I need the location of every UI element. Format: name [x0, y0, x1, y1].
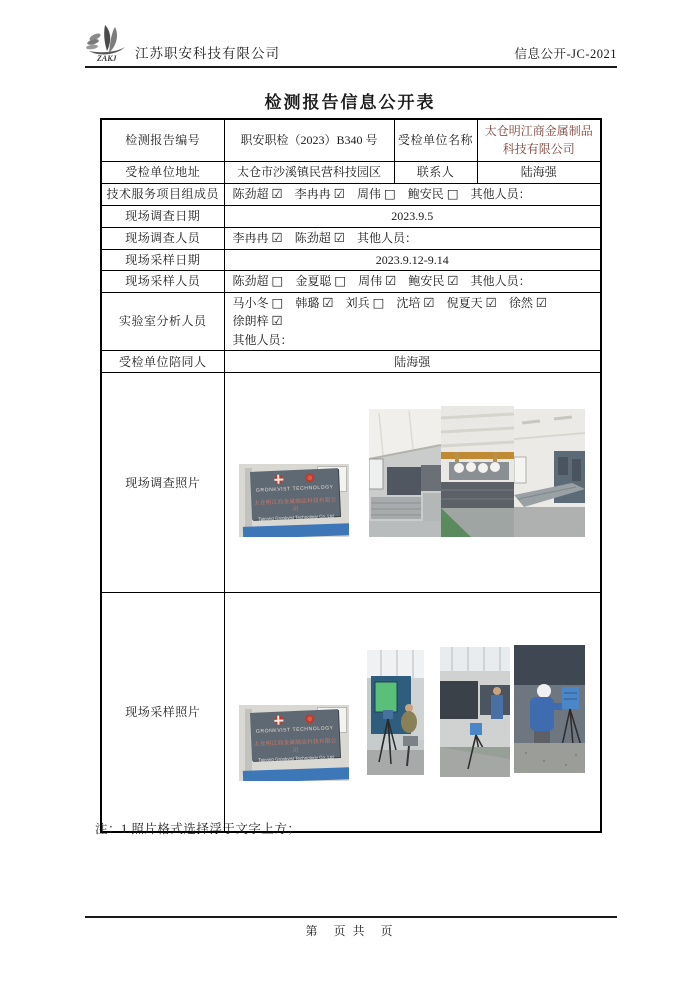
sign-line2: 太仓明江商金属制品科技有限公司 [253, 496, 337, 513]
staff-member [233, 314, 283, 328]
staff-member [396, 296, 434, 310]
address-value: 太仓市沙溪镇民营科技园区 [224, 161, 394, 183]
info-table [100, 118, 602, 833]
report-no-label: 检测报告编号 [101, 119, 224, 161]
member-name: 徐然 [508, 295, 533, 310]
checkbox-checked: ☑ [423, 294, 435, 310]
sign-line3: Taicang Gronkvist Technology Co.,Ltd [257, 754, 334, 763]
checkbox-unchecked: □ [446, 185, 459, 201]
checkbox-unchecked: □ [383, 185, 396, 201]
danish-flag-icon [274, 474, 283, 483]
team-member [408, 187, 459, 201]
sign-line1: GRONKVIST TECHNOLOGY [255, 725, 334, 735]
sign-line3: Taicang Gronkvist Technology Co.,Ltd [257, 513, 334, 522]
sampling-staff-members [224, 270, 601, 292]
row-survey-date [101, 205, 601, 227]
checkbox-checked: ☑ [385, 272, 397, 288]
survey-photo-workshop-2 [441, 406, 514, 537]
member-name: 李冉冉 [294, 186, 331, 201]
checkbox-checked: ☑ [485, 294, 497, 310]
sampling-photo-signboard [239, 705, 349, 781]
lab-staff-members [224, 292, 601, 351]
checkbox-checked: ☑ [271, 313, 283, 329]
other-personnel-label: 其他人员： [232, 333, 293, 347]
team-members [224, 183, 601, 205]
survey-staff-label: 现场调查人员 [101, 227, 224, 249]
row-escort [101, 351, 601, 373]
footer-rule [85, 916, 617, 918]
checkbox-checked: ☑ [535, 294, 548, 310]
staff-member [295, 231, 345, 245]
contact-value: 陆海强 [477, 161, 601, 183]
member-name: 韩璐 [295, 295, 320, 310]
row-survey-photos [101, 373, 601, 593]
member-name: 金夏聪 [295, 273, 332, 288]
sampling-photo-2 [440, 647, 510, 777]
row-sampling-staff [101, 270, 601, 292]
row-sampling-photos [101, 593, 601, 832]
row-address [101, 161, 601, 183]
sampling-photo-1 [367, 650, 424, 775]
survey-photo-workshop-1 [369, 409, 441, 537]
checkbox-checked: ☑ [322, 294, 334, 310]
staff-member [295, 296, 333, 310]
checkbox-unchecked: □ [271, 294, 284, 310]
member-name: 徐朗梓 [232, 314, 269, 329]
wheat-logo-graphic [85, 23, 131, 63]
sampling-date-label: 现场采样日期 [101, 249, 224, 270]
row-lab-staff [101, 292, 601, 351]
checkbox-checked: ☑ [271, 229, 283, 245]
other-personnel-label: 其他人员： [470, 186, 531, 201]
member-name: 刘兵 [345, 295, 370, 310]
team-member [295, 187, 345, 201]
sampling-date-value: 2023.9.12-9.14 [224, 249, 601, 270]
red-circle-icon [305, 714, 314, 723]
unit-name-value: 太仓明江商金属制品科技有限公司 [477, 119, 601, 161]
team-member [357, 187, 396, 201]
doc-number: 信息公开-JC-2021 [514, 47, 617, 61]
staff-member [447, 296, 497, 310]
row-survey-staff [101, 227, 601, 249]
sign-base [242, 767, 348, 781]
member-name: 倪夏天 [446, 295, 483, 310]
survey-photos-label: 现场调查照片 [101, 373, 224, 593]
member-name: 陈劲超 [294, 230, 331, 245]
staff-member [233, 296, 284, 310]
member-name: 鲍安民 [408, 273, 445, 288]
footnote: 注：1.照片格式选择浮于文字上方； [95, 822, 301, 836]
sampling-photos-label: 现场采样照片 [101, 593, 224, 832]
sign-line1: GRONKVIST TECHNOLOGY [255, 484, 334, 494]
member-name: 李冉冉 [232, 230, 269, 245]
team-label: 技术服务项目组成员 [101, 183, 224, 205]
survey-photo-signboard [239, 464, 349, 537]
sign-base [242, 523, 348, 537]
member-name: 陈劲超 [232, 273, 269, 288]
checkbox-checked: ☑ [333, 229, 345, 245]
survey-date-label: 现场调查日期 [101, 205, 224, 227]
sign-plate [249, 468, 339, 520]
member-name: 周伟 [358, 273, 383, 288]
staff-member [509, 296, 547, 310]
survey-staff-members [224, 227, 601, 249]
staff-member [233, 274, 284, 288]
logo-zakj-text: ZAKJ [97, 54, 117, 63]
member-name: 周伟 [356, 186, 381, 201]
danish-flag-icon [274, 715, 283, 724]
sampling-staff-label: 现场采样人员 [101, 270, 224, 292]
sign-logos [250, 713, 338, 726]
member-name: 鲍安民 [407, 186, 444, 201]
staff-member [233, 231, 283, 245]
checkbox-checked: ☑ [447, 272, 459, 288]
sampling-photo-3 [514, 645, 585, 773]
brand [85, 23, 280, 63]
checkbox-unchecked: □ [271, 272, 284, 288]
staff-member [358, 274, 396, 288]
staff-member [346, 296, 385, 310]
lab-staff-label: 实验室分析人员 [101, 292, 224, 351]
row-report-no [101, 119, 601, 161]
page-title: 检测报告信息公开表 [264, 93, 436, 112]
contact-label: 联系人 [394, 161, 477, 183]
sign-plate [249, 709, 339, 761]
member-name: 陈劲超 [232, 186, 269, 201]
survey-photos-cell [224, 373, 601, 593]
escort-value: 陆海强 [224, 351, 601, 373]
page-number-text: 第 页 共 页 [305, 924, 395, 938]
member-name: 马小冬 [232, 295, 269, 310]
checkbox-unchecked: □ [372, 294, 385, 310]
other-personnel-label: 其他人员： [356, 230, 417, 245]
checkbox-checked: ☑ [333, 185, 345, 201]
member-name: 沈培 [396, 295, 421, 310]
red-circle-icon [305, 473, 314, 482]
report-no-value: 职安职检（2023）B340 号 [224, 119, 394, 161]
sampling-photos-cell [224, 593, 601, 832]
row-team [101, 183, 601, 205]
survey-photo-workshop-3 [514, 409, 585, 537]
survey-date-value: 2023.9.5 [224, 205, 601, 227]
sign-logos [250, 472, 338, 485]
checkbox-checked: ☑ [271, 185, 283, 201]
row-sampling-date [101, 249, 601, 270]
address-label: 受检单位地址 [101, 161, 224, 183]
unit-name-label: 受检单位名称 [394, 119, 477, 161]
checkbox-unchecked: □ [334, 272, 347, 288]
company-name: 江苏职安科技有限公司 [135, 46, 280, 61]
other-personnel-label: 其他人员： [470, 273, 531, 288]
page-header [85, 26, 617, 68]
escort-label: 受检单位陪同人 [101, 351, 224, 373]
staff-member [408, 274, 458, 288]
company-logo-icon [85, 23, 131, 63]
team-member [233, 187, 283, 201]
sign-line2: 太仓明江商金属制品科技有限公司 [253, 737, 337, 754]
staff-member [295, 274, 346, 288]
